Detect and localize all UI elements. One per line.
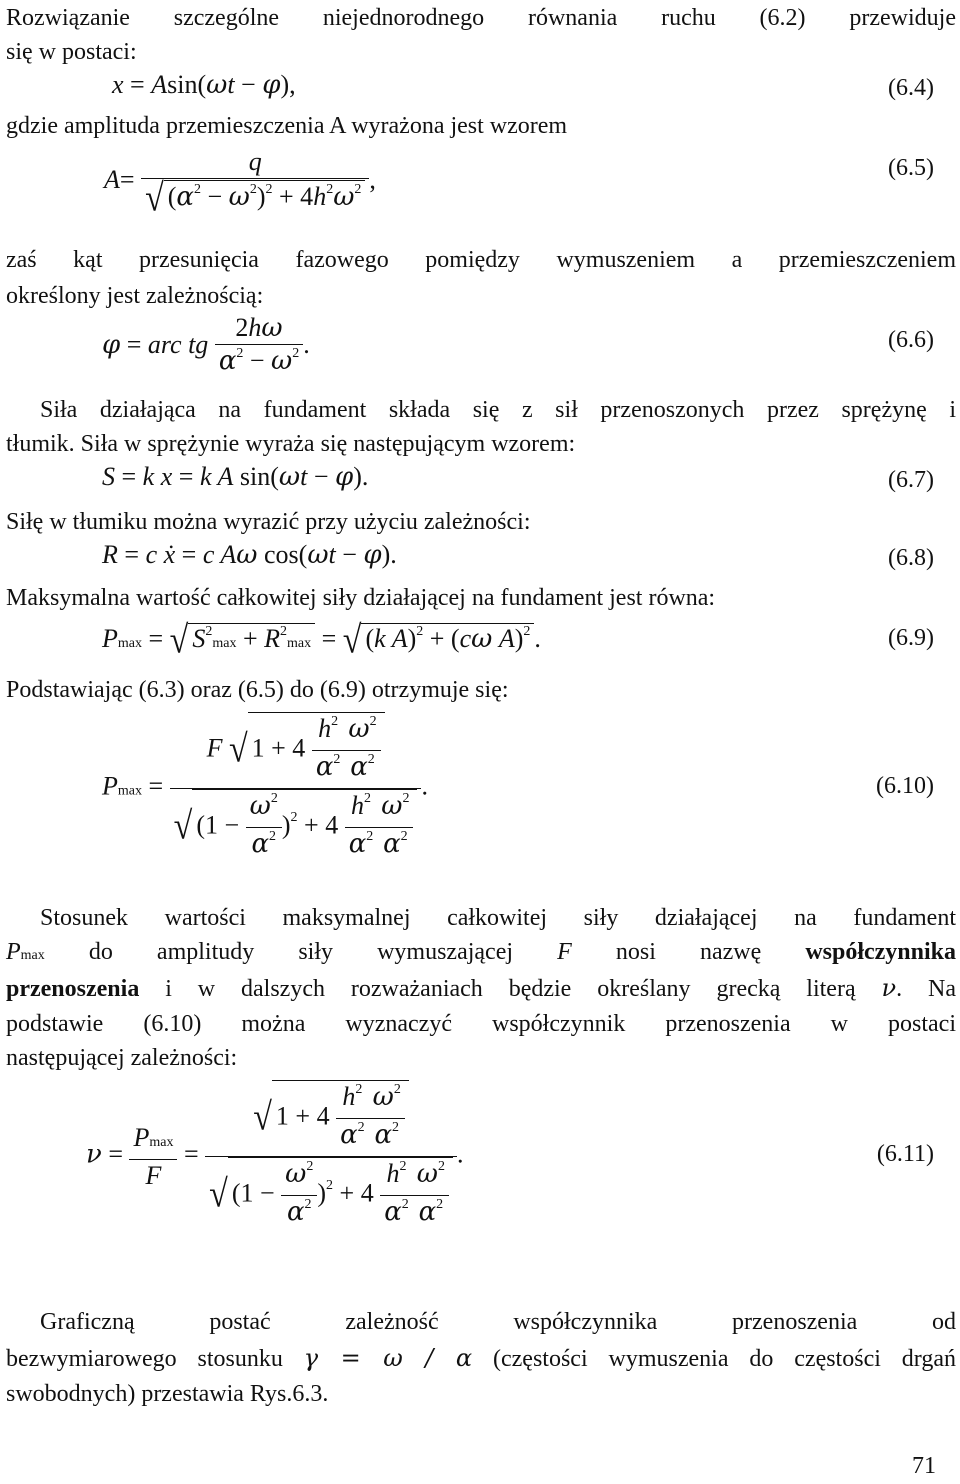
equation-6-5: A= $\frac{q}{√ (\alpha^2 - \omega^2)^2 + 4h^2\omega^2}$ , [104, 147, 376, 220]
paragraph-line [6, 938, 956, 970]
paragraph-line: Siłę w tłumiku można wyrazić przy użyciu zależności: [6, 509, 531, 535]
equation-number: (6.11) [876, 1141, 934, 1167]
subscript: max [20, 948, 45, 963]
paragraph-line: tłumik. Siła w sprężynie wyraża się następującym wzorem: [6, 431, 576, 457]
equation-number: (6.4) [888, 75, 934, 101]
symbol: ν [881, 974, 897, 1002]
equation-6-11: ν = $\frac{Pmax}{F}$ = √ 1 + 4 $\frac{h^2}{\alpha^2}$ $\frac{\omega^2}{\alpha^2}$ √ (1 − $\frac{\omega^2}{\alpha^2}$ )$^2$ + 4 $\frac{h^2}{\alpha^2}$ $\frac{\omega^2}{\alpha^2}$ . [86, 1080, 463, 1233]
text-run: (częstości wymuszenia do częstości drgań [472, 1346, 956, 1372]
text-run: bezwymiarowego stosunku [6, 1346, 304, 1372]
paragraph-line: gdzie amplituda przemieszczenia A wyrażona jest wzorem [6, 113, 568, 139]
paragraph-line: Rozwiązanie szczególne niejednorodnego równania ruchu (6.2) przewiduje [6, 5, 956, 31]
paragraph-line: Maksymalna wartość całkowitej siły działającej na fundament jest równa: [6, 585, 716, 611]
equation-number: (6.6) [888, 327, 934, 353]
paragraph-line: Podstawiając (6.3) oraz (6.5) do (6.9) otrzymuje się: [6, 677, 509, 703]
equation-6-6: φ = arc tg $\frac{2h\omega}{\alpha^2 - \omega^2}$ . [102, 313, 310, 376]
bold-term: przenoszenia [6, 976, 140, 1002]
paragraph-line: się w postaci: [6, 39, 137, 65]
symbol: F [557, 939, 572, 965]
text-run: nosi nazwę [571, 939, 806, 965]
equation-number: (6.10) [876, 773, 934, 799]
paragraph-line [6, 1344, 956, 1373]
text-run: do amplitudy siły wymuszającej [44, 939, 558, 965]
paragraph-line: Stosunek wartości maksymalnej całkowitej siły działającej na fundament [40, 905, 956, 931]
equation-6-10: Pmax = F √ 1 + 4 $\frac{h^2}{\alpha^2}$ $\frac{\omega^2}{\alpha^2}$ √ (1 − $\frac{\omega^2}{\alpha^2}$ )$^2$ + 4 $\frac{h^2}{\alpha^2}$ $\frac{\omega^2}{\alpha^2}$ . [102, 712, 428, 865]
paragraph-line: Graficzną postać zależność współczynnika przenoszenia od [40, 1309, 956, 1335]
paragraph-line: zaś kąt przesunięcia fazowego pomiędzy wymuszeniem a przemieszczeniem [6, 247, 956, 273]
bold-term: współczynnika [805, 939, 957, 965]
equation-number: (6.7) [888, 467, 934, 493]
equation-6-8: R = c ẋ = c Aω cos(ωt − φ). [102, 540, 397, 570]
paragraph-line: określony jest zależnością: [6, 283, 264, 309]
paragraph-line: podstawie (6.10) można wyznaczyć współczynnik przenoszenia w postaci [6, 1011, 956, 1037]
page-number: 71 [912, 1453, 936, 1479]
paragraph-line: swobodnych) przestawia Rys.6.3. [6, 1381, 329, 1407]
equation-6-7: S = k x = k A sin(ωt − φ). [102, 462, 369, 492]
paragraph-line: następującej zależności: [6, 1045, 238, 1071]
equation-number: (6.9) [888, 625, 934, 651]
inline-equation: γ = ω / α [303, 1344, 473, 1372]
equation-number: (6.8) [888, 545, 934, 571]
equation-6-9: Pmax = √ $S^2\max + R^2\max$ = √ (k A)$^2$ + (cω A)$^2$ . [102, 619, 541, 662]
symbol: P [6, 939, 21, 965]
text-run: i w dalszych rozważaniach będzie określany grecką literą [139, 976, 882, 1002]
paragraph-line: Siła działająca na fundament składa się z sił przenoszonych przez sprężynę i [40, 397, 956, 423]
equation-6-4: x = Asin(ωt − φ), [112, 70, 296, 100]
paragraph-line [6, 974, 956, 1003]
equation-number: (6.5) [888, 155, 934, 181]
text-run: . Na [896, 976, 956, 1002]
